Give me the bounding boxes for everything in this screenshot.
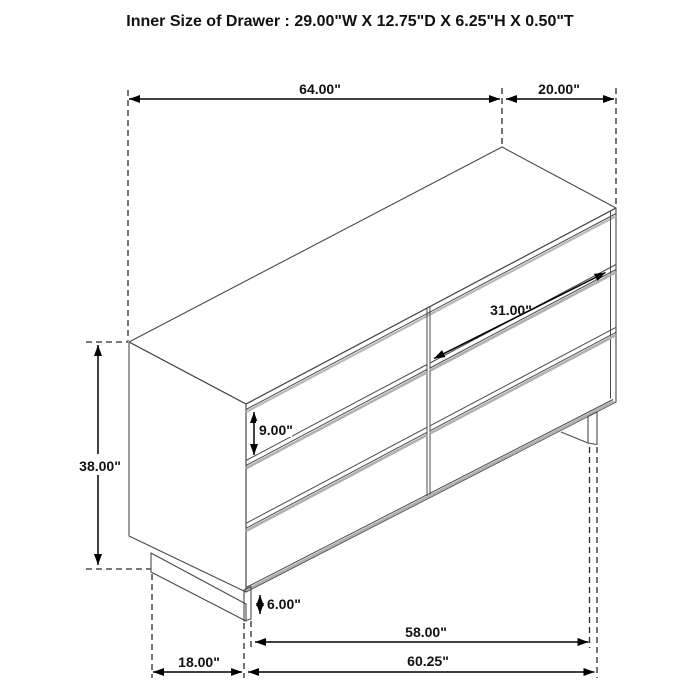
strip-shade xyxy=(246,435,427,531)
dimension-drawer-height xyxy=(254,412,293,455)
dimension-base-depth xyxy=(153,654,242,672)
dimension-drawer-width xyxy=(434,273,606,359)
drawer-strip xyxy=(246,365,427,469)
dimension-overall-width xyxy=(248,653,595,672)
dimension-label-drawer-height: 9.00" xyxy=(259,422,293,438)
dimension-leg-span xyxy=(255,624,589,642)
dimension-label-top-width: 64.00" xyxy=(299,81,341,97)
front-top-edge-inner-line xyxy=(246,214,616,410)
cabinet-left-panel xyxy=(129,342,246,592)
strip-line xyxy=(430,327,616,426)
extension-lines xyxy=(86,88,616,678)
front-top-edge-shade xyxy=(246,216,616,412)
dimension-leg-height xyxy=(260,595,304,614)
dimension-label-leg-span: 58.00" xyxy=(405,624,447,640)
dimension-overall-height xyxy=(76,345,125,565)
cabinet-body xyxy=(129,147,616,592)
dimension-label-top-depth: 20.00" xyxy=(538,81,580,97)
dimension-label-leg-height: 6.00" xyxy=(267,596,301,612)
dimension-label-base-depth: 18.00" xyxy=(178,654,220,670)
dimension-label-drawer-width: 31.00" xyxy=(490,302,532,318)
cabinet-front-face xyxy=(246,208,616,592)
strip-shade xyxy=(430,272,616,371)
strip-line xyxy=(246,370,427,466)
base-left-face xyxy=(151,553,246,621)
drawer-fronts xyxy=(246,265,616,532)
strip-shade xyxy=(246,372,427,468)
strip-line xyxy=(246,365,427,461)
dimension-label-overall-height: 38.00" xyxy=(79,458,121,474)
diagram-title: Inner Size of Drawer : 29.00"W X 12.75"D X 6.25"H X 0.50"T xyxy=(126,13,574,30)
dimension-label-overall-width: 60.25" xyxy=(407,653,449,669)
strip-line xyxy=(430,270,616,369)
dimension-top-depth xyxy=(506,81,614,99)
drawer-strip xyxy=(246,427,427,531)
right-leg-gusset-line xyxy=(561,432,588,443)
right-leg xyxy=(588,412,597,445)
strip-line xyxy=(246,432,427,528)
dimension-top-width xyxy=(129,81,500,99)
